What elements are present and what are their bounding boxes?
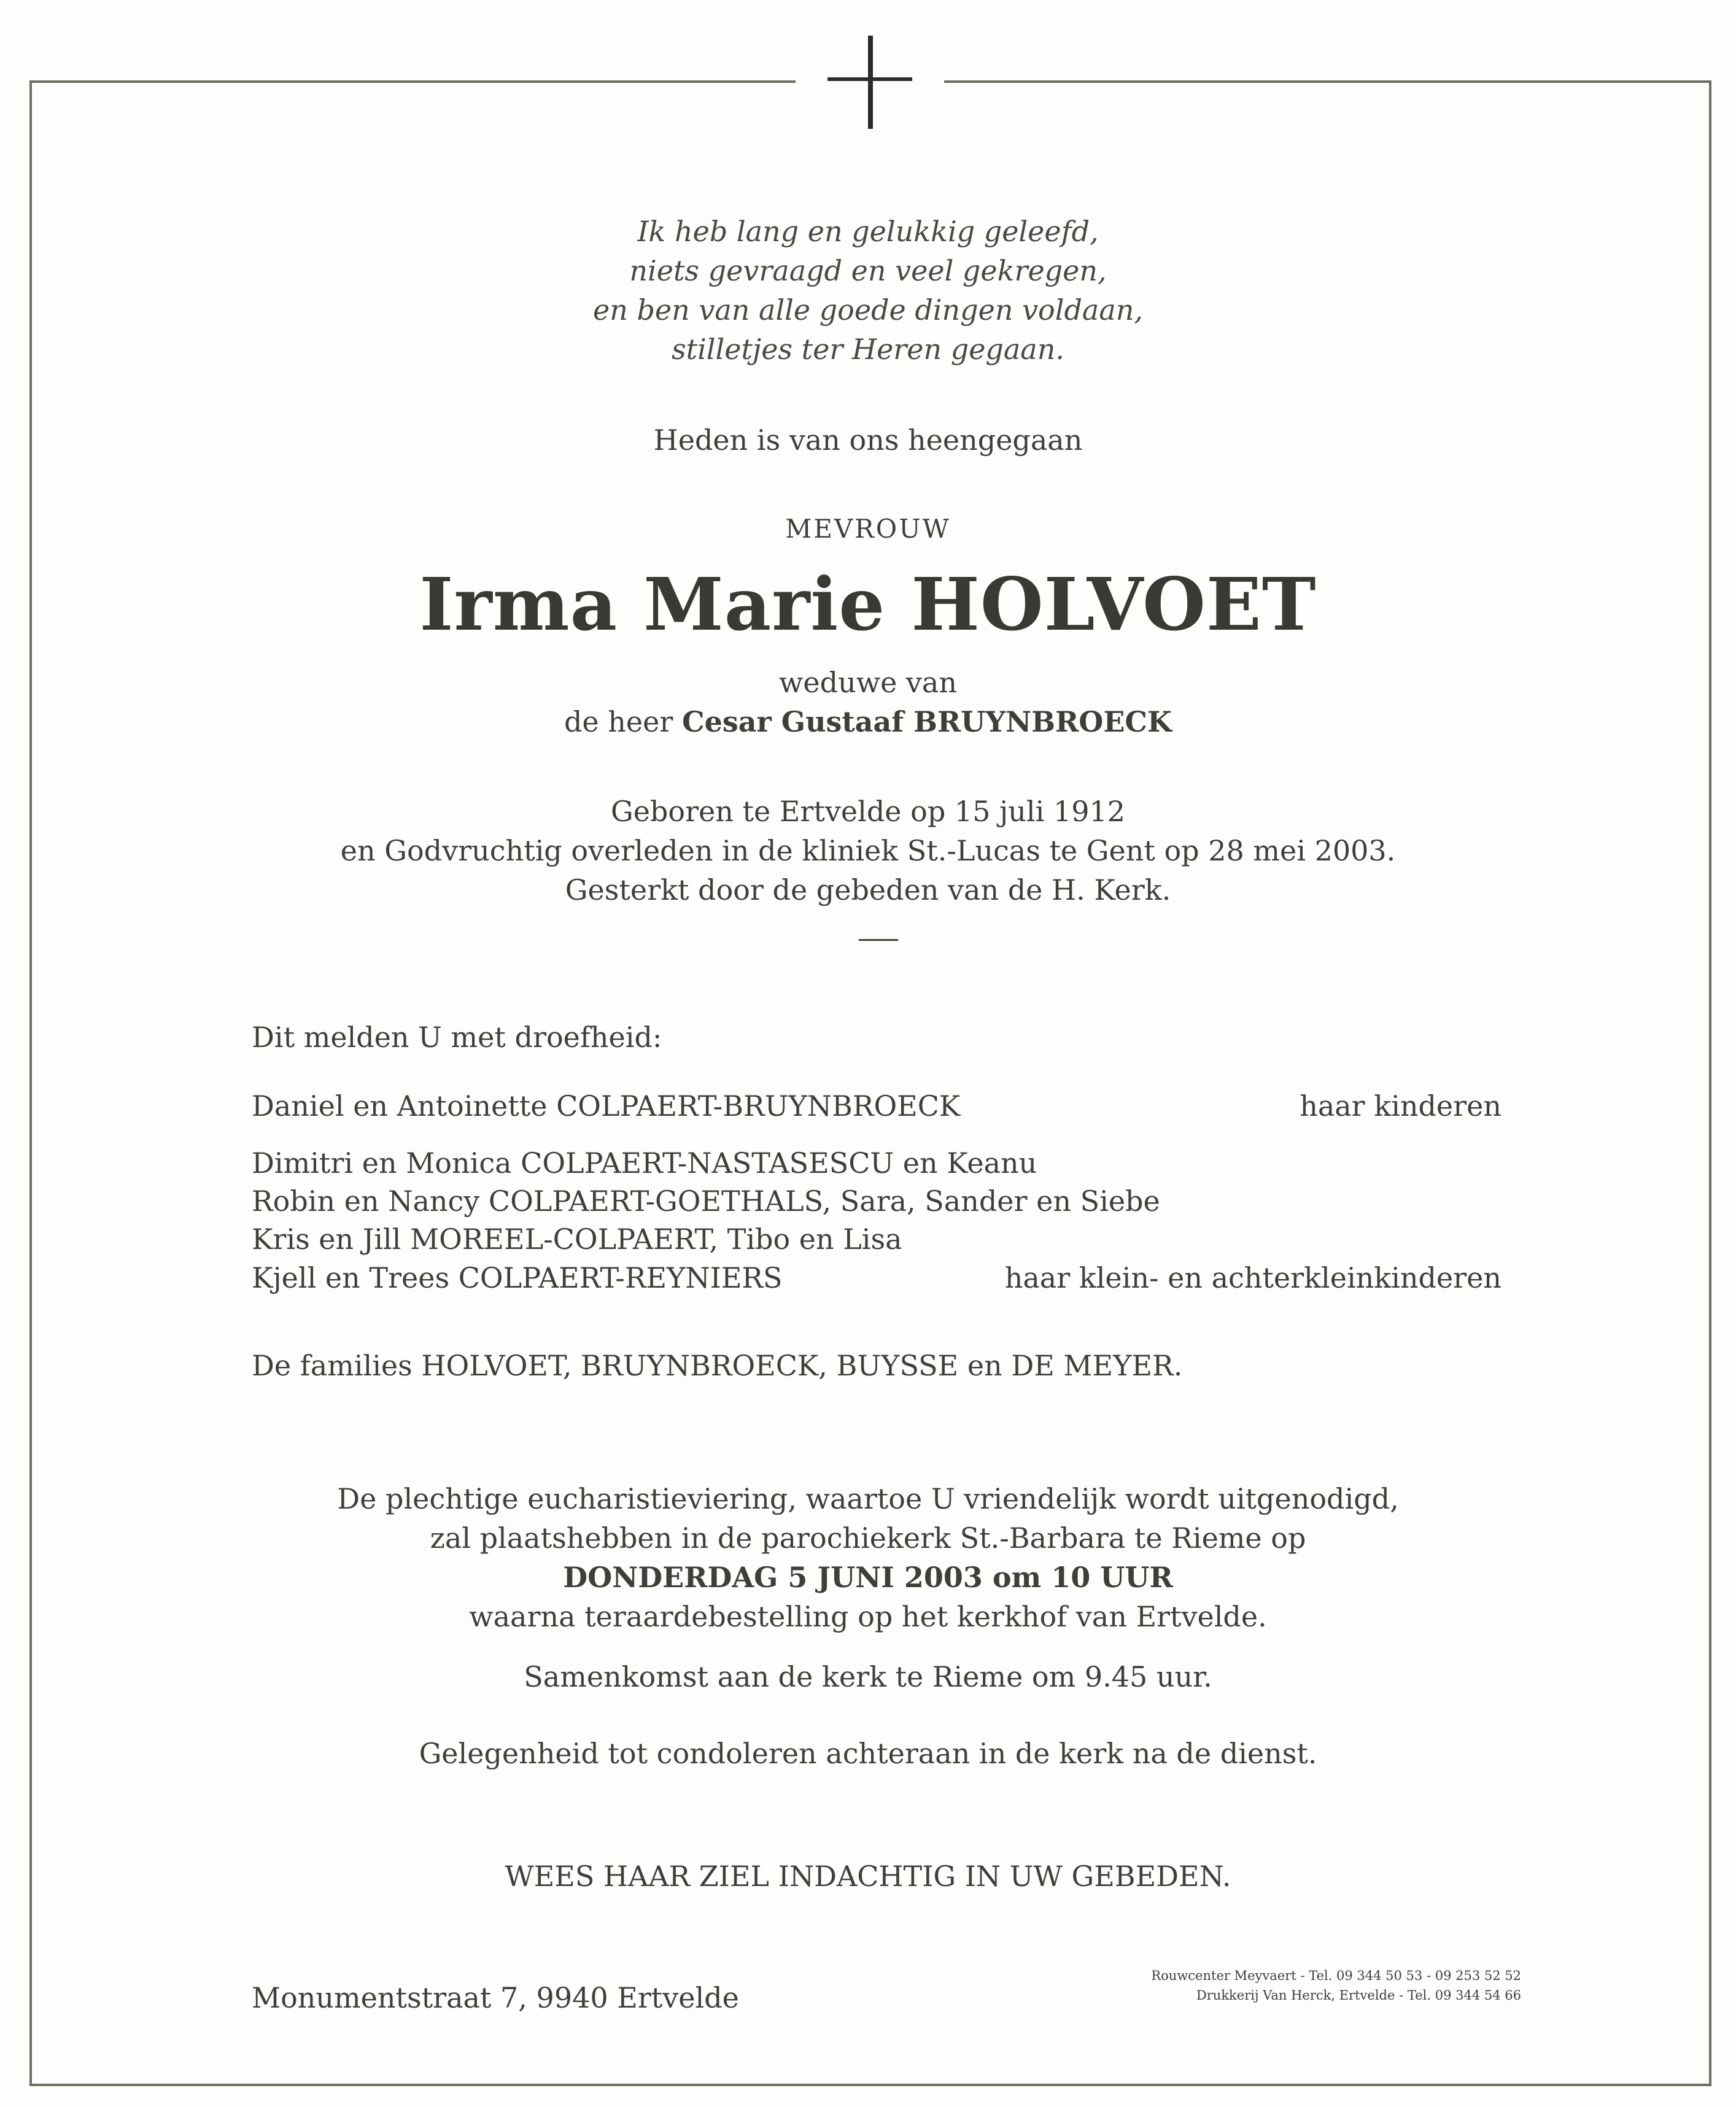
frame-top-left [29,80,796,83]
death-line: en Godvruchtig overleden in de kliniek St.-Lucas te Gent op 28 mei 2003. [340,834,1396,867]
grandchild-line: Kris en Jill MOREEL-COLPAERT, Tibo en Lisa [252,1223,902,1256]
separator-dash [859,939,898,941]
ceremony-line: waarna teraardebestelling op het kerkhof van Ertvelde. [469,1600,1267,1633]
ceremony-date: DONDERDAG 5 JUNI 2003 om 10 UUR [563,1561,1173,1594]
children-label: haar kinderen [1300,1089,1502,1123]
birth-line: Geboren te Ertvelde op 15 juli 1912 [610,795,1126,828]
children-line: Daniel en Antoinette COLPAERT-BRUYNBROECK [252,1089,961,1123]
deceased-name: Irma Marie HOLVOET [419,562,1317,647]
poem-line: stilletjes ter Heren gegaan. [672,333,1064,366]
printer-line: Rouwcenter Meyvaert - Tel. 09 344 50 53 - 09 253 52 52 [1151,1968,1521,1983]
families-line: De families HOLVOET, BRUYNBROECK, BUYSSE en DE MEYER. [252,1349,1183,1382]
gathering-text: Samenkomst aan de kerk te Rieme om 9.45 uur. [524,1660,1212,1693]
strengthened-line: Gesterkt door de gebeden van de H. Kerk. [565,873,1171,907]
frame-right [1709,80,1711,2086]
ceremony-line: zal plaatshebben in de parochiekerk St.-Barbara te Rieme op [430,1521,1306,1555]
widow-of: weduwe van [779,666,957,699]
life-details [0,792,1736,910]
husband-line [0,702,1736,741]
poem-line: en ben van alle goede dingen voldaan, [592,293,1144,327]
condolences-text: Gelegenheid tot condoleren achteraan in de kerk na de dienst. [419,1737,1317,1770]
poem [0,212,1736,369]
title-mevrouw: MEVROUW [785,514,951,544]
frame-top-right [944,80,1711,83]
closing-text: WEES HAAR ZIEL INDACHTIG IN UW GEBEDEN. [505,1860,1231,1893]
frame-bottom [29,2084,1711,2086]
announce-text: Dit melden U met droefheid: [252,1021,662,1054]
husband-name: Cesar Gustaaf BRUYNBROECK [681,705,1172,738]
poem-line: Ik heb lang en gelukkig geleefd, [637,215,1099,248]
frame-left [29,80,32,2086]
intro-text: Heden is van ons heengegaan [653,423,1083,457]
grandchildren-label: haar klein- en achterkleinkinderen [1004,1261,1502,1294]
poem-line: niets gevraagd en veel gekregen, [629,254,1107,287]
husband-prefix: de heer [564,705,682,738]
printer-info [1151,1966,1521,2005]
grandchild-line: Kjell en Trees COLPAERT-REYNIERS [252,1261,783,1294]
ceremony-line: De plechtige eucharistieviering, waartoe U vriendelijk wordt uitgenodigd, [337,1482,1399,1515]
address-text: Monumentstraat 7, 9940 Ertvelde [252,1981,739,2014]
printer-line: Drukkerij Van Herck, Ertvelde - Tel. 09 344 54 66 [1196,1988,1521,2003]
ceremony-block [0,1479,1736,1636]
grandchild-line: Robin en Nancy COLPAERT-GOETHALS, Sara, Sander en Siebe [252,1185,1160,1218]
grandchild-line: Dimitri en Monica COLPAERT-NASTASESCU en Keanu [252,1146,1037,1180]
widow-block [0,663,1736,741]
